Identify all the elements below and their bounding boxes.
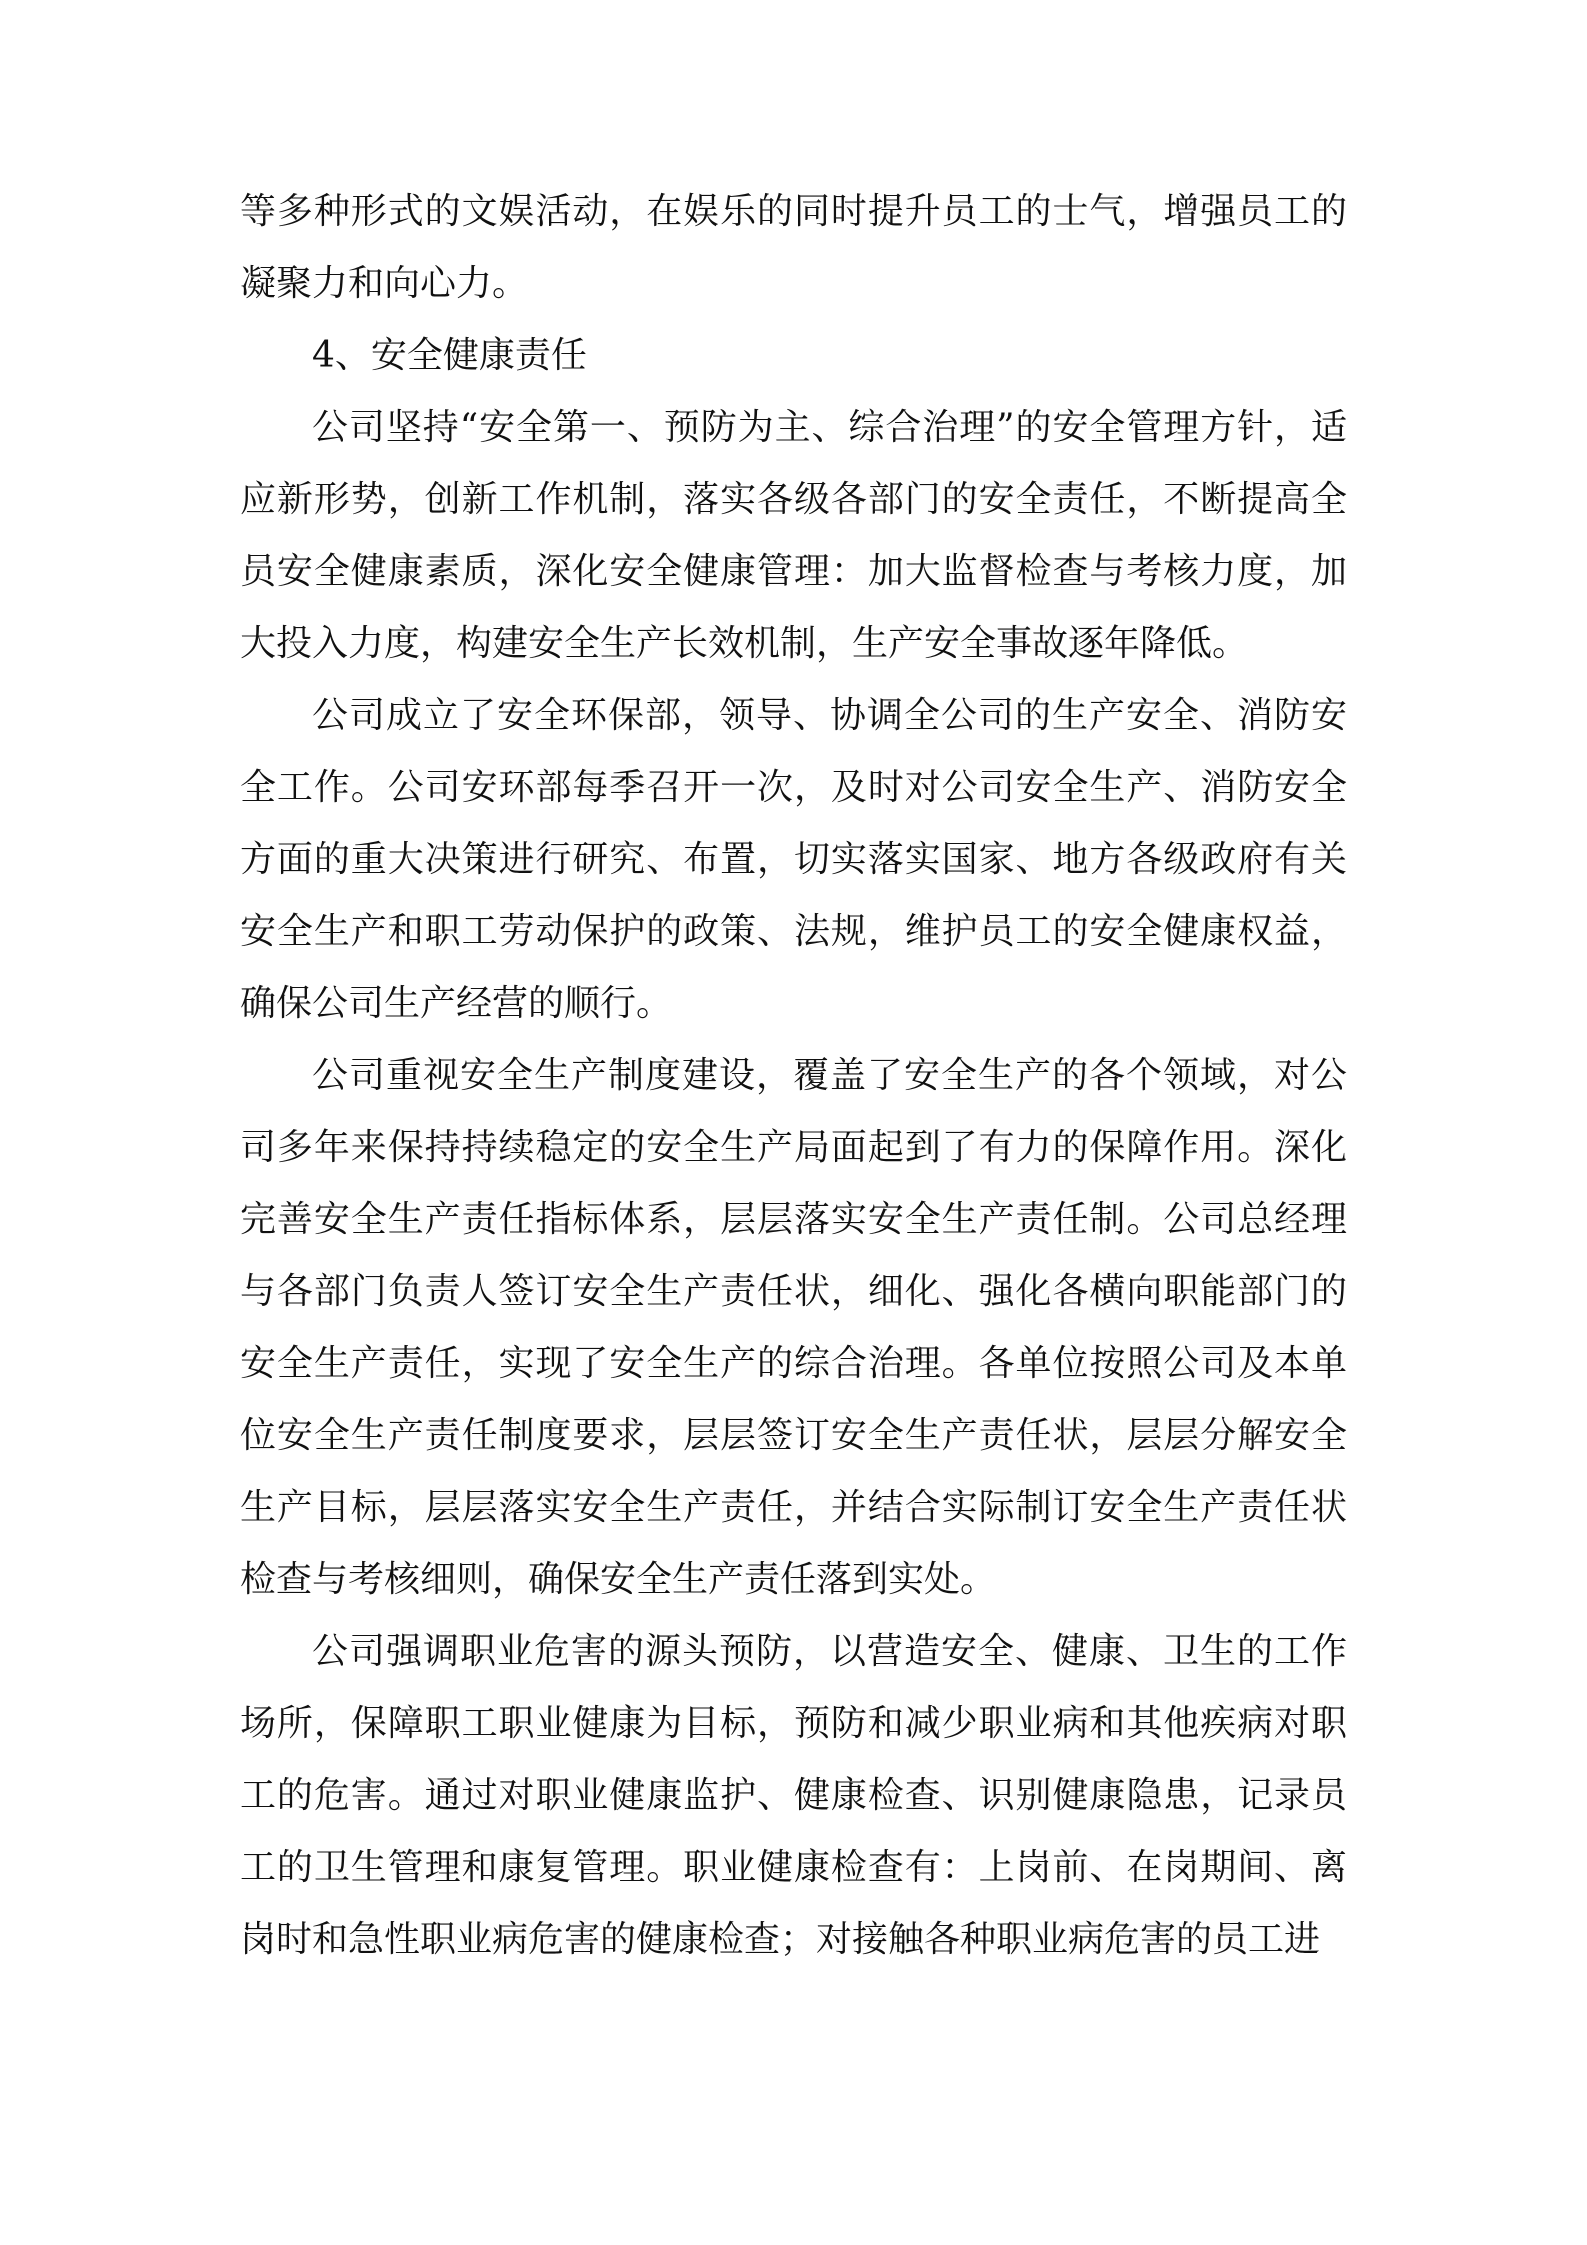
paragraph: 公司坚持“安全第一、预防为主、综合治理”的安全管理方针，适应新形势，创新工作机制，落实各级各部门的安全责任，不断提高全员安全健康素质，深化安全健康管理：加大监督检查与考核力度，加大投入力度，构建安全生产长效机制，生产安全事故逐年降低。 (240, 407, 1347, 664)
paragraph: 公司成立了安全环保部，领导、协调全公司的生产安全、消防安全工作。公司安环部每季召开一次，及时对公司安全生产、消防安全方面的重大决策进行研究、布置，切实落实国家、地方各级政府有关安全生产和职工劳动保护的政策、法规，维护员工的安全健康权益，确保公司生产经营的顺行。 (240, 695, 1347, 1024)
document-page (240, 176, 1347, 1976)
paragraph: 公司强调职业危害的源头预防，以营造安全、健康、卫生的工作场所，保障职工职业健康为目标，预防和减少职业病和其他疾病对职工的危害。通过对职业健康监护、健康检查、识别健康隐患，记录员工的卫生管理和康复管理。职业健康检查有：上岗前、在岗期间、离岗时和急性职业病危害的健康检查；对接触各种职业病危害的员工进 (240, 1631, 1347, 1960)
paragraph-continuation: 等多种形式的文娱活动，在娱乐的同时提升员工的士气，增强员工的凝聚力和向心力。 (240, 191, 1347, 304)
paragraph: 公司重视安全生产制度建设，覆盖了安全生产的各个领域，对公司多年来保持持续稳定的安全生产局面起到了有力的保障作用。深化完善安全生产责任指标体系，层层落实安全生产责任制。公司总经理与各部门负责人签订安全生产责任状，细化、强化各横向职能部门的安全生产责任，实现了安全生产的综合治理。各单位按照公司及本单位安全生产责任制度要求，层层签订安全生产责任状，层层分解安全生产目标，层层落实安全生产责任，并结合实际制订安全生产责任状检查与考核细则，确保安全生产责任落到实处。 (240, 1055, 1347, 1600)
section-heading: 4、安全健康责任 (312, 335, 587, 376)
